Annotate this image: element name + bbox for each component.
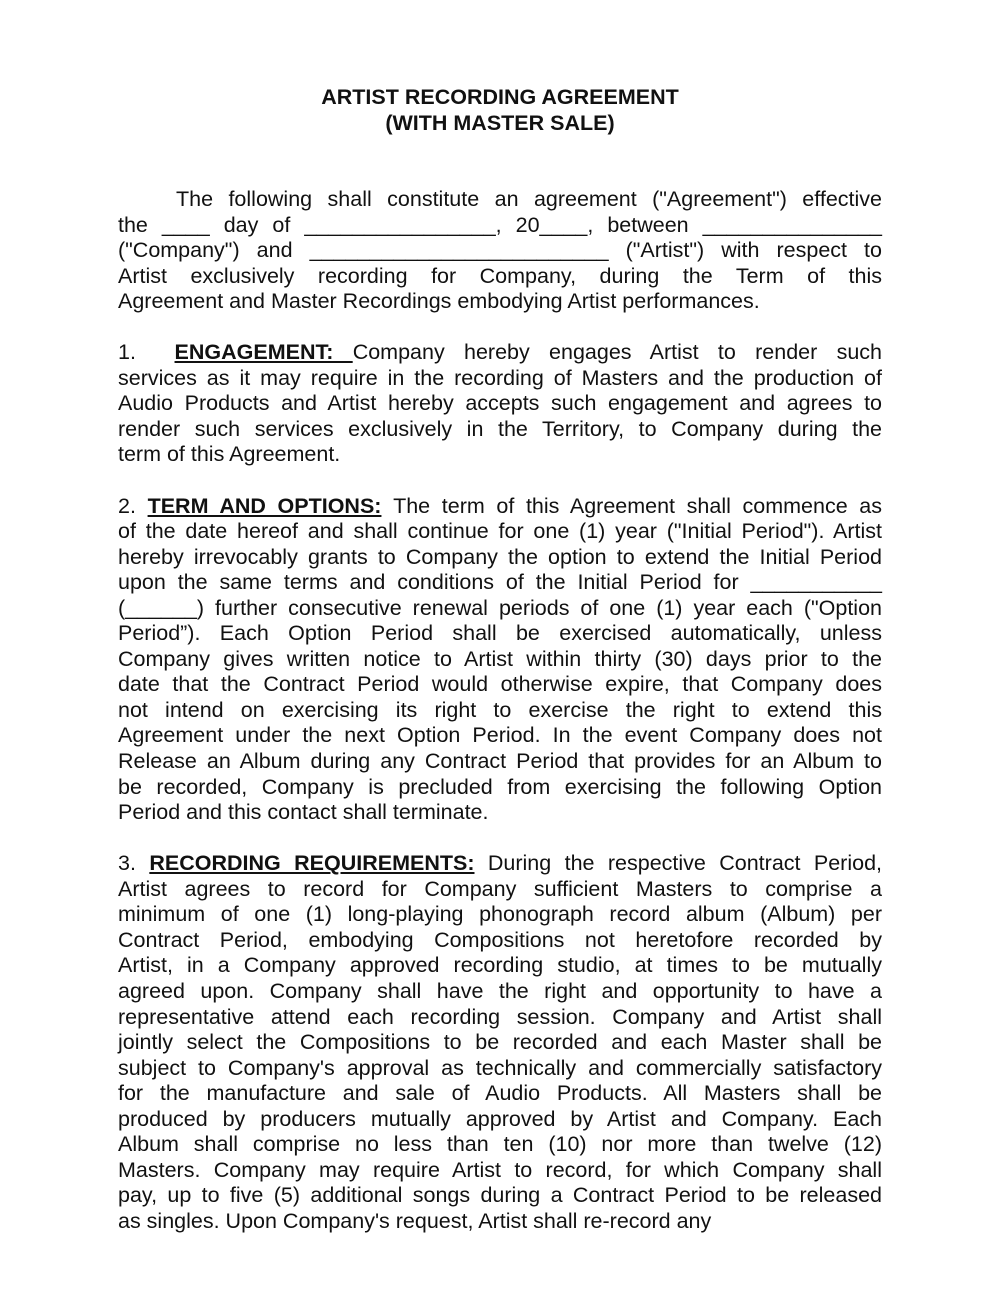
section-2-line: Period and this contact shall terminate.: [118, 800, 489, 825]
section-2-line: Period”). Each Option Period shall be exercised automatically, unless: [118, 621, 882, 646]
section-3-line: Artist, in a Company approved recording studio, at times to be mutually: [118, 953, 882, 978]
section-3-line: minimum of one (1) long-playing phonograph record album (Album) per: [118, 902, 882, 927]
section-2-line: be recorded, Company is precluded from exercising the following Option: [118, 774, 882, 799]
section-2-line: upon the same terms and conditions of the Initial Period for ___________: [118, 570, 882, 595]
section-1-line: render such services exclusively in the Territory, to Company during the: [118, 416, 882, 441]
section-3-line: agreed upon. Company shall have the right and opportunity to have a: [118, 978, 882, 1003]
intro-line: ("Company") and _________________________ ("Artist") with respect to: [118, 238, 882, 263]
section-2-line: hereby irrevocably grants to Company the option to extend the Initial Period: [118, 544, 882, 569]
section-1-line: services as it may require in the recording of Masters and the production of: [118, 365, 882, 390]
section-2-first-line: [118, 494, 882, 520]
intro-line: The following shall constitute an agreement ("Agreement") effective: [176, 187, 882, 211]
section-1-number: 1.: [118, 340, 136, 365]
section-3-line: Contract Period, embodying Compositions not heretofore recorded by: [118, 927, 882, 952]
section-3-line: jointly select the Compositions to be recorded and each Master shall be: [118, 1030, 882, 1055]
section-3-line: Artist agrees to record for Company sufficient Masters to comprise a: [118, 876, 882, 901]
section-3-first-line-text: During the respective Contract Period,: [487, 851, 882, 876]
section-3-recording-requirements: [118, 851, 882, 1234]
section-2-line: date that the Contract Period would otherwise expire, that Company does: [118, 672, 882, 697]
section-2-line: Agreement under the next Option Period. In the event Company does not: [118, 723, 882, 748]
document-title: [0, 84, 1000, 136]
section-1-heading: ENGAGEMENT:: [174, 340, 353, 365]
section-2-heading: TERM AND OPTIONS:: [147, 493, 382, 518]
section-3-first-line: [118, 851, 882, 877]
section-3-number: 3.: [118, 851, 136, 876]
section-2-first-line-text: The term of this Agreement shall commence as: [393, 493, 882, 518]
intro-line: the ____ day of ________________, 20____, between _______________: [118, 212, 882, 237]
section-3-heading: RECORDING REQUIREMENTS:: [149, 851, 475, 876]
section-2-line: not intend on exercising its right to exercise the right to extend this: [118, 697, 882, 722]
section-1-first-line: [118, 340, 882, 366]
section-1-engagement: [118, 340, 882, 468]
section-2-term-and-options: [118, 494, 882, 826]
section-2-line: Company gives written notice to Artist within thirty (30) days prior to the: [118, 646, 882, 671]
section-2-line: of the date hereof and shall continue for one (1) year ("Initial Period"). Artist: [118, 519, 882, 544]
section-3-line: representative attend each recording session. Company and Artist shall: [118, 1004, 882, 1029]
paragraph-gap: [118, 315, 882, 341]
intro-line: Agreement and Master Recordings embodying Artist performances.: [118, 289, 760, 314]
title-line-2: (WITH MASTER SALE): [385, 111, 615, 135]
section-1-line: term of this Agreement.: [118, 442, 341, 467]
paragraph-gap: [118, 826, 882, 852]
section-3-line: Masters. Company may require Artist to record, for which Company shall: [118, 1157, 882, 1182]
section-2-line: (______) further consecutive renewal periods of one (1) year each ("Option: [118, 595, 882, 620]
section-2-number: 2.: [118, 493, 136, 518]
paragraph-gap: [118, 468, 882, 494]
section-3-line: subject to Company's approval as technically and commercially satisfactory: [118, 1055, 882, 1080]
section-1-first-line-text: Company hereby engages Artist to render such: [352, 340, 882, 365]
section-1-line: Audio Products and Artist hereby accepts such engagement and agrees to: [118, 391, 882, 416]
document-body: [118, 187, 882, 1234]
section-3-line: as singles. Upon Company's request, Artist shall re-record any: [118, 1208, 712, 1233]
section-2-line: Release an Album during any Contract Period that provides for an Album to: [118, 749, 882, 774]
section-3-line: pay, up to five (5) additional songs during a Contract Period to be released: [118, 1183, 882, 1208]
title-line-1: ARTIST RECORDING AGREEMENT: [321, 85, 679, 109]
section-3-line: produced by producers mutually approved by Artist and Company. Each: [118, 1106, 882, 1131]
intro-line: Artist exclusively recording for Company, during the Term of this: [118, 263, 882, 288]
intro-paragraph: [118, 187, 882, 315]
section-3-line: Album shall comprise no less than ten (10) nor more than twelve (12): [118, 1132, 882, 1157]
section-3-line: for the manufacture and sale of Audio Products. All Masters shall be: [118, 1081, 882, 1106]
